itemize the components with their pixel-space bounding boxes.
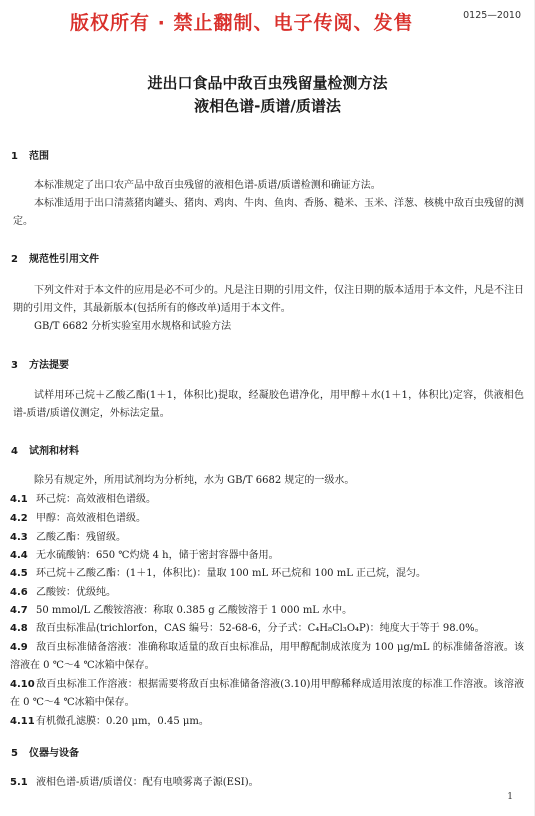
- reagent-item: 4.1 环己烷：高效液相色谱级。: [10, 494, 156, 505]
- section-title: 仪器与设备: [29, 748, 79, 759]
- reagent-item: 4.3 乙酸乙酯：残留级。: [10, 532, 126, 543]
- reagents-intro: 除另有规定外，所用试剂均为分析纯，水为 GB/T 6682 规定的一级水。: [34, 475, 355, 486]
- section-heading-reagents: [11, 442, 79, 457]
- reagent-item: 4.4 无水硫酸钠：650 ℃灼烧 4 h，储于密封容器中备用。: [10, 550, 279, 561]
- scope-paragraph-1: 本标准规定了出口农产品中敌百虫残留的液相色谱-质谱/质谱检测和确证方法。: [34, 180, 381, 191]
- section-heading-equipment: [11, 744, 79, 759]
- reagent-item: 4.8 敌百虫标准品(trichlorfon，CAS 编号：52-68-6，分子式：C₄H₈Cl₃O₄P)：纯度大于等于 98.0%。: [10, 623, 485, 634]
- copyright-watermark: 版权所有 · 禁止翻制、电子传阅、发售: [70, 12, 414, 34]
- section-title: 试剂和材料: [29, 446, 79, 457]
- section-title: 规范性引用文件: [29, 254, 99, 265]
- standard-code: 0125—2010: [463, 10, 521, 21]
- page-number: 1: [507, 792, 513, 802]
- section-number: 4: [11, 446, 18, 457]
- section-number: 1: [11, 151, 18, 162]
- section-number: 2: [11, 254, 18, 265]
- reference-gbt6682: GB/T 6682 分析实验室用水规格和试验方法: [34, 321, 232, 332]
- reagent-item: 4.11有机微孔滤膜：0.20 μm，0.45 μm。: [10, 716, 209, 727]
- section-heading-scope: [11, 147, 49, 162]
- document-title: 进出口食品中敌百虫残留量检测方法: [147, 74, 388, 92]
- section-number: 3: [11, 360, 18, 371]
- document-subtitle: 液相色谱-质谱/质谱法: [194, 97, 341, 115]
- section-number: 5: [11, 748, 18, 759]
- section-title: 方法提要: [29, 360, 69, 371]
- reagent-item: 4.7 50 mmol/L 乙酸铵溶液：称取 0.385 g 乙酸铵溶于 1 000 mL 水中。: [10, 605, 353, 616]
- equipment-item: 5.1 液相色谱-质谱/质谱仪：配有电喷雾离子源(ESI)。: [10, 777, 259, 788]
- reagent-item: 4.2 甲醇：高效液相色谱级。: [10, 513, 146, 524]
- reagent-item: 4.9 敌百虫标准储备溶液：准确称取适量的敌百虫标准品，用甲醇配制成浓度为 100 μg/mL 的标准储备溶液。该溶液在 0 ℃～4 ℃冰箱中保存。: [10, 642, 524, 671]
- principle-paragraph: 试样用环己烷＋乙酸乙酯(1＋1，体积比)提取，经凝胶色谱净化，用甲醇＋水(1＋1，体积比)定容，供液相色谱-质谱/质谱仪测定，外标法定量。: [13, 390, 524, 419]
- section-heading-principle: [11, 356, 69, 371]
- section-title: 范围: [29, 151, 49, 162]
- references-paragraph: 下列文件对于本文件的应用是必不可少的。凡是注日期的引用文件，仅注日期的版本适用于本文件，凡是不注日期的引用文件，其最新版本(包括所有的修改单)适用于本文件。: [13, 285, 524, 314]
- reagent-item: 4.10敌百虫标准工作溶液：根据需要将敌百虫标准储备溶液(3.10)用甲醇稀释成适用浓度的标准工作溶液。该溶液在 0 ℃～4 ℃冰箱中保存。: [10, 679, 524, 708]
- section-heading-normative-references: [11, 250, 99, 265]
- reagent-item: 4.5 环己烷＋乙酸乙酯：(1＋1，体积比)：量取 100 mL 环己烷和 100 mL 正己烷，混匀。: [10, 568, 427, 579]
- scope-paragraph-2: 本标准适用于出口清蒸猪肉罐头、猪肉、鸡肉、牛肉、鱼肉、香肠、糙米、玉米、洋葱、核桃中敌百虫残留的测定。: [13, 198, 524, 227]
- reagent-item: 4.6 乙酸铵：优级纯。: [10, 587, 116, 598]
